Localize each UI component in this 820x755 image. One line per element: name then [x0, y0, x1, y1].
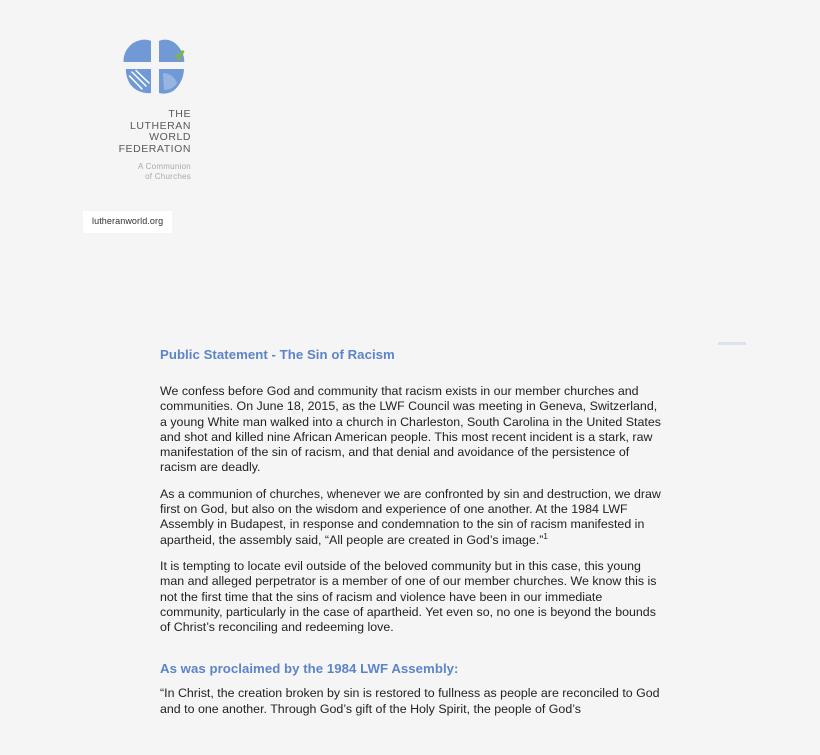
spacer [160, 635, 664, 660]
paragraph-2 [160, 487, 664, 548]
logo-wordmark-line: THE [168, 108, 191, 120]
logo-tagline-line: of Churches [145, 171, 191, 181]
spacer [160, 677, 664, 686]
page-title: Public Statement - The Sin of Racism [160, 347, 395, 362]
logo-tagline-line: A Communion [138, 162, 191, 172]
quote-paragraph: “In Christ, the creation broken by sin is restored to fullness as people are reconciled to God and to one another. Through God’s gift of the Holy Spirit, the people of God’s [160, 686, 660, 716]
logo-tagline [83, 162, 191, 181]
document-body [160, 346, 664, 717]
lwf-cross-logo-icon [119, 33, 191, 99]
side-rule-divider [718, 342, 746, 345]
paragraph-1: We confess before God and community that racism exists in our member churches and communities. On June 18, 2015, as the LWF Council was meeting in Geneva, Switzerland, a young White man walked into a church in Charleston, South Carolina in the United States and shot and killed nine African American people. This most recent incident is a stark, raw manifestation of the sin of racism, and that denial and avoidance of the persistence of racism are deadly. [160, 384, 661, 475]
paragraph-3: It is tempting to locate evil outside of the beloved community but in this case, this young man and alleged perpetrator is a member of one of our member churches. We know this is not the first time that the sins of racism and violence have been in our immediate community, particularly in the case of apartheid. Yet even so, no one is beyond the bounds of Christ’s reconciling and redeeming love. [160, 558, 657, 635]
website-url-badge[interactable]: lutheranworld.org [83, 211, 172, 233]
logo-wordmark [83, 109, 191, 155]
paragraph-2-text: As a communion of churches, whenever we are confronted by sin and destruction, we draw first on God, but also on the wisdom and experience of one another. At the 1984 LWF Assembly in Budapest, in response and condemnation to the sin of racism manifested in apartheid, the assembly said, “All people are created in God’s image.” [160, 486, 661, 547]
spacer [160, 548, 664, 559]
logo-wordmark-line: LUTHERAN [130, 119, 191, 132]
spacer [160, 363, 664, 384]
footnote-marker[interactable]: 1 [543, 531, 548, 541]
section-heading-assembly: As was proclaimed by the 1984 LWF Assembly: [160, 661, 459, 677]
logo-wordmark-line: FEDERATION [118, 142, 191, 155]
logo-wordmark-line: WORLD [149, 131, 191, 144]
spacer [160, 476, 664, 487]
lwf-logo [83, 33, 191, 181]
